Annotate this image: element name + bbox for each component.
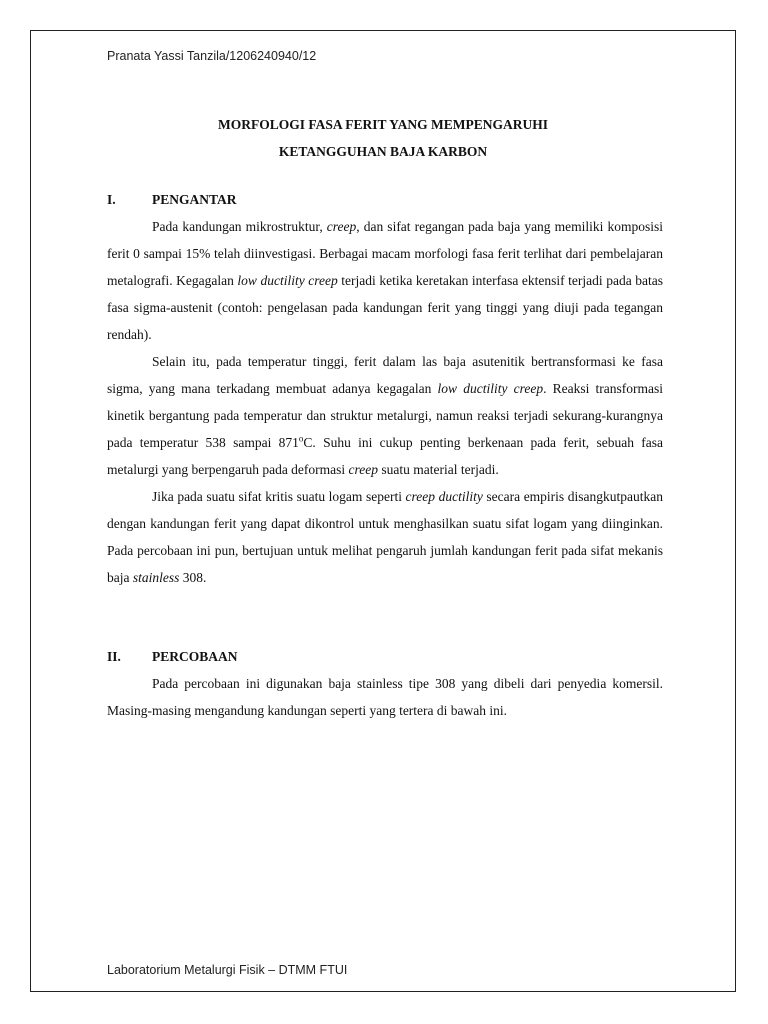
lab-footer: Laboratorium Metalurgi Fisik – DTMM FTUI	[107, 963, 348, 977]
document-page	[30, 30, 736, 992]
section-number: II.	[107, 649, 121, 664]
section-heading	[107, 643, 663, 670]
paragraph: Selain itu, pada temperatur tinggi, ferit dalam las baja asutenitik bertransformasi ke fasa sigma, yang mana terkadang membuat adanya kegagalan low ductility creep. Reaksi transformasi kinetik bergantung pada temperatur dan struktur metalurgi, namun reaksi terjadi sekurang-kurangnya pada temperatur 538 sampai 871$^o$C. Suhu ini cukup penting berkenaan pada ferit, sebuah fasa metalurgi yang berpengaruh pada deformasi creep suatu material terjadi.	[107, 354, 663, 477]
document-title	[31, 111, 735, 165]
section-title: PERCOBAAN	[152, 649, 238, 664]
section-heading	[107, 186, 663, 213]
section-number: I.	[107, 192, 116, 207]
title-line-1: MORFOLOGI FASA FERIT YANG MEMPENGARUHI	[217, 117, 549, 132]
title-line-2: KETANGGUHAN BAJA KARBON	[278, 144, 488, 159]
paragraph: Pada kandungan mikrostruktur, creep, dan sifat regangan pada baja yang memiliki komposisi ferit 0 sampai 15% telah diinvestigasi. Berbagai macam morfologi fasa ferit terlihat dari pembelajaran metalografi. Kegagalan low ductility creep terjadi ketika keretakan interfasa ektensif terjadi pada batas fasa sigma-austenit (contoh: pengelasan pada kandungan ferit yang tinggi yang diuji pada tegangan rendah).	[107, 219, 663, 342]
section-pengantar	[107, 186, 663, 591]
section-title: PENGANTAR	[152, 192, 237, 207]
paragraph: Jika pada suatu sifat kritis suatu logam seperti creep ductility secara empiris disangkutpautkan dengan kandungan ferit yang dapat dikontrol untuk menghasilkan suatu sifat logam yang diinginkan. Pada percobaan ini pun, bertujuan untuk melihat pengaruh jumlah kandungan ferit pada sifat mekanis baja stainless 308.	[107, 489, 663, 585]
author-header: Pranata Yassi Tanzila/1206240940/12	[107, 49, 317, 63]
section-percobaan	[107, 643, 663, 724]
paragraph: Pada percobaan ini digunakan baja stainless tipe 308 yang dibeli dari penyedia komersil. Masing-masing mengandung kandungan seperti yang tertera di bawah ini.	[107, 676, 663, 718]
